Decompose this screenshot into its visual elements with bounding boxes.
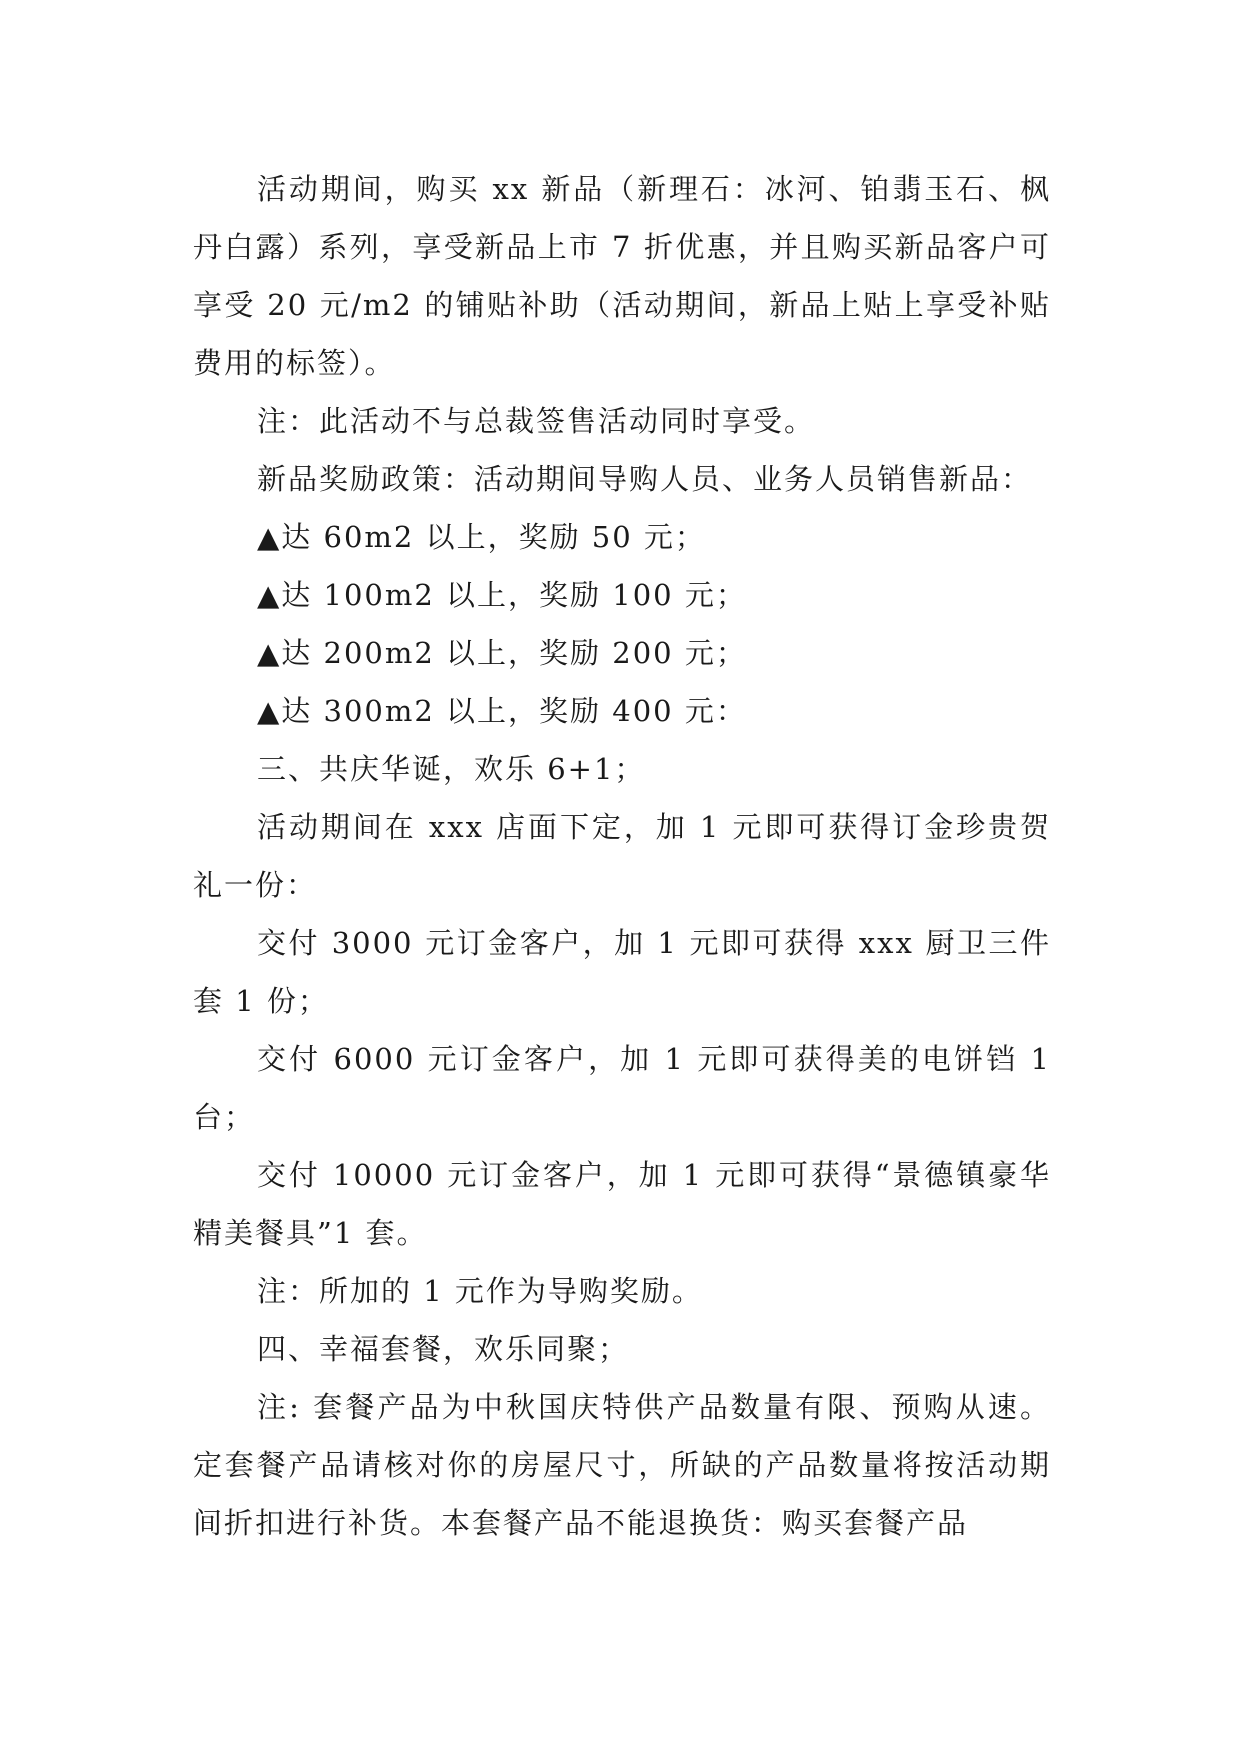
paragraph-deposit-10000: 交付 10000 元订金客户，加 1 元即可获得“景德镇豪华精美餐具”1 套。 — [193, 1158, 1051, 1250]
document-body — [193, 160, 1051, 1552]
paragraph-note-guide-reward: 注：所加的 1 元作为导购奖励。 — [257, 1274, 703, 1308]
paragraph-deposit-6000: 交付 6000 元订金客户，加 1 元即可获得美的电饼铛 1 台； — [193, 1042, 1051, 1134]
paragraph-deposit-3000: 交付 3000 元订金客户，加 1 元即可获得 xxx 厨卫三件套 1 份； — [193, 926, 1051, 1018]
paragraph-deposit-gift: 活动期间在 xxx 店面下定，加 1 元即可获得订金珍贵贺礼一份： — [193, 810, 1051, 902]
reward-tier-300: ▲达 300m2 以上，奖励 400 元： — [257, 694, 747, 728]
reward-tier-60: ▲达 60m2 以上，奖励 50 元； — [257, 520, 706, 554]
paragraph-package-note: 注: 套餐产品为中秋国庆特供产品数量有限、预购从速。定套餐产品请核对你的房屋尺寸，所缺的产品数量将按活动期间折扣进行补货。本套餐产品不能退换货：购买套餐产品 — [193, 1390, 1051, 1540]
section-heading-four: 四、幸福套餐，欢乐同聚； — [257, 1332, 630, 1366]
paragraph-new-product-promo: 活动期间，购买 xx 新品（新理石：冰河、铂翡玉石、枫丹白露）系列，享受新品上市 7 折优惠，并且购买新品客户可享受 20 元/m2 的铺贴补助（活动期间，新品上贴上享受补贴费用的标签）。 — [193, 172, 1051, 380]
paragraph-reward-policy: 新品奖励政策：活动期间导购人员、业务人员销售新品： — [257, 462, 1033, 496]
reward-tier-200: ▲达 200m2 以上，奖励 200 元； — [257, 636, 747, 670]
section-heading-three: 三、共庆华诞，欢乐 6+1； — [257, 752, 646, 786]
paragraph-note-no-combine: 注：此活动不与总裁签售活动同时享受。 — [257, 404, 816, 438]
reward-tier-100: ▲达 100m2 以上，奖励 100 元； — [257, 578, 747, 612]
